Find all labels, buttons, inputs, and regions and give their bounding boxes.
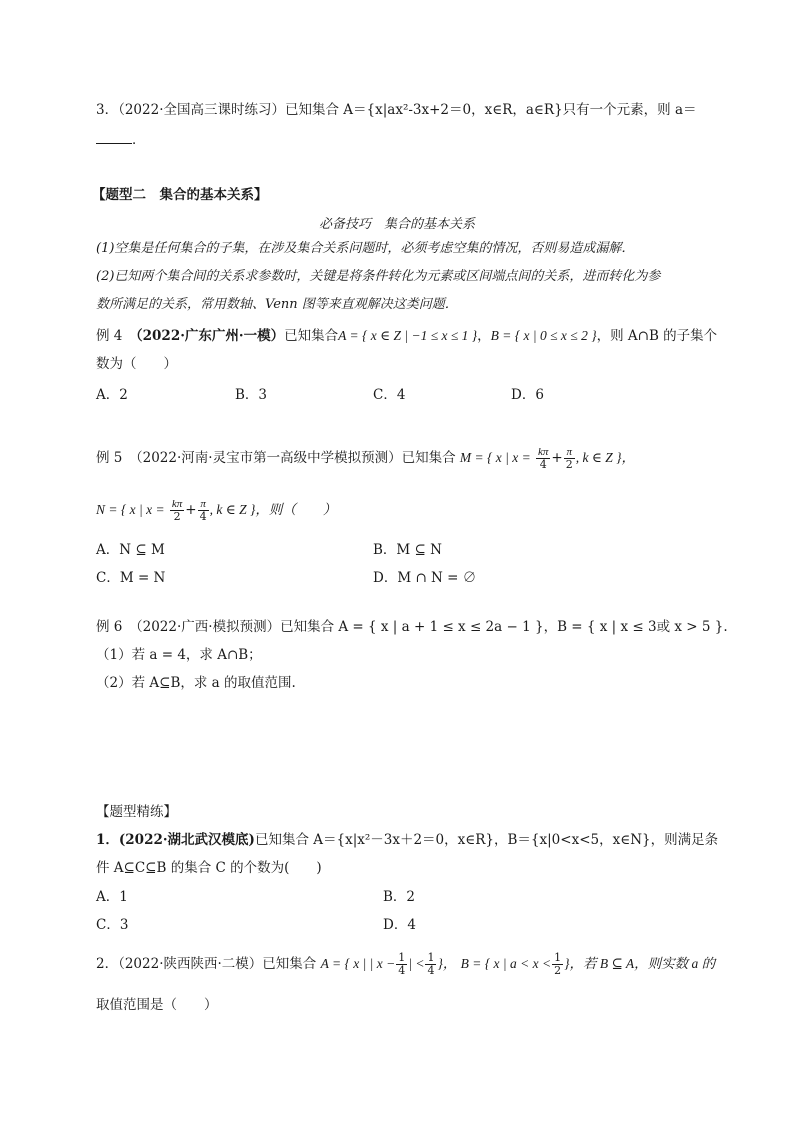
tip-1: (1)空集是任何集合的子集，在涉及集合关系问题时，必须考虑空集的情况，否则易造成漏解． bbox=[96, 241, 635, 256]
practice-1-line2: 件 A⊆C⊆B 的集合 C 的个数为( ) bbox=[96, 860, 322, 876]
fraction: $\frac{\pi}{4}$ bbox=[199, 498, 207, 523]
example-4-line2: 数为（ ） bbox=[96, 356, 177, 372]
example-4-line1: 例 4 （2022·广东广州·一模）已知集合A = { x ∈ Z | −1 ≤ x ≤ 1 }，B = { x | 0 ≤ x ≤ 2 }，则 A∩B 的子集个 bbox=[96, 328, 718, 344]
ex4-option-b: B．3 bbox=[235, 387, 268, 403]
q3-line2: ． bbox=[96, 131, 146, 149]
fraction: $\frac{k\pi}{2}$ bbox=[171, 498, 183, 523]
ex5-option-b: B．M ⊆ N bbox=[373, 542, 442, 558]
ex5-option-a: A．N ⊆ M bbox=[96, 542, 165, 558]
example-6-part2: （2）若 A⊆B，求 a 的取值范围. bbox=[96, 675, 296, 691]
fraction: $\frac{k\pi}{4}$ bbox=[537, 446, 549, 471]
p1-option-b: B．2 bbox=[383, 889, 416, 905]
example-6-line1: 例 6 （2022·广西·模拟预测）已知集合 A = { x | a + 1 ≤ x ≤ 2a − 1 }，B = { x | x ≤ 3或 x > 5 }. bbox=[96, 619, 728, 635]
practice-title: 【题型精练】 bbox=[96, 804, 177, 820]
q3-line1: 3．（2022·全国高三课时练习）已知集合 A＝{x|ax²-3x+2＝0，x∈R，a∈R}只有一个元素，则 a＝ bbox=[96, 102, 697, 118]
tip-title: 必备技巧 集合的基本关系 bbox=[318, 217, 475, 232]
ex5-option-d: D．M ∩ N = ∅ bbox=[373, 570, 477, 586]
fraction: $\frac{1}{4}$ bbox=[398, 951, 406, 977]
fraction: $\frac{1}{2}$ bbox=[554, 951, 562, 977]
section-title-type2: 【题型二 集合的基本关系】 bbox=[92, 187, 268, 203]
ex5-option-c: C．M = N bbox=[96, 570, 166, 586]
tip-2b: 数所满足的关系，常用数轴、Venn 图等来直观解决这类问题． bbox=[96, 297, 458, 312]
fraction: $\frac{\pi}{2}$ bbox=[565, 446, 573, 471]
example-5-line1: 例 5 （2022·河南·灵宝市第一高级中学模拟预测）已知集合 M = { x | x = $\frac{k\pi}{4}$ + $\frac{\pi}{2}$ , k ∈ Z }， bbox=[96, 446, 635, 471]
tip-2a: (2)已知两个集合间的关系求参数时，关键是将条件转化为元素或区间端点间的关系，进而转化为参 bbox=[96, 269, 661, 284]
example-5-line2: N = { x | x = $\frac{k\pi}{2}$ + $\frac{\pi}{4}$ , k ∈ Z }，则（ ） bbox=[96, 498, 337, 523]
p1-option-a: A．1 bbox=[96, 889, 128, 905]
answer-blank bbox=[96, 131, 132, 144]
ex4-option-c: C．4 bbox=[373, 387, 406, 403]
ex4-option-a: A．2 bbox=[96, 387, 128, 403]
p1-option-d: D．4 bbox=[383, 917, 416, 933]
practice-1-line1: 1．(2022·湖北武汉模底)已知集合 A＝{x|x²－3x＋2＝0，x∈R}，B＝{x|0<x<5，x∈N}，则满足条 bbox=[96, 832, 719, 848]
practice-2-line1: 2．（2022·陕西陕西·二模）已知集合 A = { x | | x − $\frac{1}{4}$ | < $\frac{1}{4}$ }， B = { x | a < x < $\frac{1}{2}$ }，若 B ⊆ A，则实数 a 的 bbox=[96, 951, 716, 977]
practice-2-line2: 取值范围是（ ） bbox=[96, 997, 218, 1013]
ex4-option-d: D．6 bbox=[511, 387, 544, 403]
example-6-part1: （1）若 a = 4，求 A∩B； bbox=[96, 647, 262, 663]
p1-option-c: C．3 bbox=[96, 917, 129, 933]
fraction: $\frac{1}{4}$ bbox=[427, 951, 435, 977]
